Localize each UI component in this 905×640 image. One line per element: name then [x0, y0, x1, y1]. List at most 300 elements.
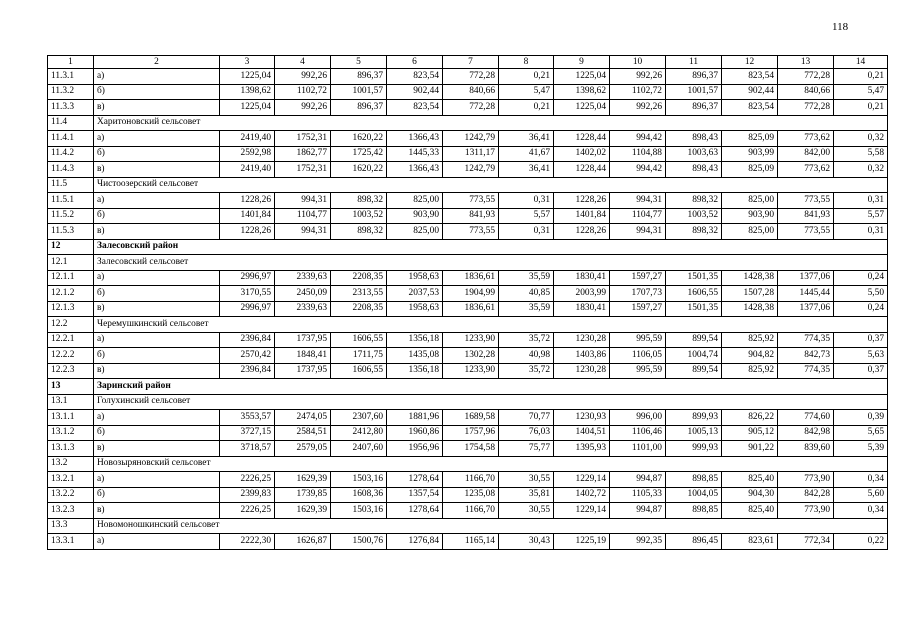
row-code: 12.2.2	[48, 348, 94, 364]
value-cell: 3727,15	[220, 425, 275, 441]
value-cell: 30,55	[499, 503, 554, 519]
value-cell: 1377,06	[778, 301, 834, 317]
row-code: 12.2.3	[48, 363, 94, 379]
table-row	[48, 301, 888, 317]
value-cell: 1102,72	[275, 84, 331, 100]
value-cell: 35,59	[499, 301, 554, 317]
value-cell: 76,03	[499, 425, 554, 441]
value-cell: 5,47	[834, 84, 888, 100]
table-body	[48, 56, 888, 550]
value-cell: 1235,08	[443, 487, 499, 503]
row-code: 12.2.1	[48, 332, 94, 348]
value-cell: 2419,40	[220, 131, 275, 147]
value-cell: 1737,95	[275, 332, 331, 348]
value-cell: 0,21	[499, 100, 554, 116]
value-cell: 1104,88	[610, 146, 666, 162]
value-cell: 826,22	[722, 410, 778, 426]
column-header: 13	[778, 56, 834, 69]
value-cell: 5,47	[499, 84, 554, 100]
value-cell: 773,90	[778, 472, 834, 488]
column-header: 1	[48, 56, 94, 69]
district-title: Залесовский район	[94, 239, 888, 255]
value-cell: 995,59	[610, 332, 666, 348]
value-cell: 1960,86	[387, 425, 443, 441]
value-cell: 3170,55	[220, 286, 275, 302]
value-cell: 1507,28	[722, 286, 778, 302]
value-cell: 1225,04	[220, 100, 275, 116]
value-cell: 1366,43	[387, 131, 443, 147]
value-cell: 898,32	[666, 224, 722, 240]
value-cell: 2339,63	[275, 301, 331, 317]
value-cell: 1230,28	[554, 363, 610, 379]
value-cell: 1104,77	[610, 208, 666, 224]
value-cell: 2307,60	[331, 410, 387, 426]
value-cell: 1278,64	[387, 472, 443, 488]
value-cell: 1398,62	[220, 84, 275, 100]
value-cell: 1629,39	[275, 472, 331, 488]
value-cell: 1105,33	[610, 487, 666, 503]
tariff-table	[47, 55, 888, 550]
value-cell: 1501,35	[666, 301, 722, 317]
row-code: 13	[48, 379, 94, 395]
row-code: 12.1.2	[48, 286, 94, 302]
table-row	[48, 487, 888, 503]
value-cell: 1428,38	[722, 301, 778, 317]
value-cell: 772,28	[778, 100, 834, 116]
value-cell: 1503,16	[331, 472, 387, 488]
value-cell: 1606,55	[666, 286, 722, 302]
row-variant: а)	[94, 410, 220, 426]
value-cell: 896,37	[331, 100, 387, 116]
value-cell: 1106,05	[610, 348, 666, 364]
value-cell: 1958,63	[387, 270, 443, 286]
value-cell: 992,35	[610, 534, 666, 550]
value-cell: 1225,04	[554, 100, 610, 116]
value-cell: 1001,57	[331, 84, 387, 100]
value-cell: 35,72	[499, 332, 554, 348]
value-cell: 1752,31	[275, 131, 331, 147]
table-row	[48, 425, 888, 441]
value-cell: 1233,90	[443, 332, 499, 348]
value-cell: 842,00	[778, 146, 834, 162]
value-cell: 1597,27	[610, 301, 666, 317]
value-cell: 5,50	[834, 286, 888, 302]
page-number: 118	[832, 21, 849, 33]
value-cell: 1904,99	[443, 286, 499, 302]
value-cell: 1233,90	[443, 363, 499, 379]
row-code: 12.2	[48, 317, 94, 333]
value-cell: 774,35	[778, 332, 834, 348]
value-cell: 2399,83	[220, 487, 275, 503]
value-cell: 2419,40	[220, 162, 275, 178]
value-cell: 70,77	[499, 410, 554, 426]
row-variant: б)	[94, 286, 220, 302]
value-cell: 1629,39	[275, 503, 331, 519]
council-title: Голухинский сельсовет	[94, 394, 888, 410]
row-code: 13.3	[48, 518, 94, 534]
value-cell: 75,77	[499, 441, 554, 457]
row-variant: а)	[94, 332, 220, 348]
value-cell: 825,09	[722, 162, 778, 178]
row-variant: а)	[94, 69, 220, 85]
value-cell: 825,09	[722, 131, 778, 147]
value-cell: 896,37	[331, 69, 387, 85]
value-cell: 772,34	[778, 534, 834, 550]
row-variant: а)	[94, 270, 220, 286]
value-cell: 2412,80	[331, 425, 387, 441]
value-cell: 825,00	[387, 224, 443, 240]
row-code: 13.1.3	[48, 441, 94, 457]
council-title: Харитоновский сельсовет	[94, 115, 888, 131]
value-cell: 1278,64	[387, 503, 443, 519]
value-cell: 0,39	[834, 410, 888, 426]
group-row	[48, 394, 888, 410]
value-cell: 898,43	[666, 162, 722, 178]
table-row	[48, 193, 888, 209]
value-cell: 1725,42	[331, 146, 387, 162]
value-cell: 1005,13	[666, 425, 722, 441]
value-cell: 1102,72	[610, 84, 666, 100]
value-cell: 1626,87	[275, 534, 331, 550]
value-cell: 994,42	[610, 162, 666, 178]
value-cell: 1302,28	[443, 348, 499, 364]
council-title: Новомоношкинский сельсовет	[94, 518, 888, 534]
value-cell: 992,26	[610, 69, 666, 85]
row-variant: в)	[94, 100, 220, 116]
value-cell: 36,41	[499, 162, 554, 178]
value-cell: 1228,26	[554, 224, 610, 240]
value-cell: 0,21	[834, 100, 888, 116]
group-row	[48, 456, 888, 472]
value-cell: 1862,77	[275, 146, 331, 162]
value-cell: 2584,51	[275, 425, 331, 441]
value-cell: 2226,25	[220, 472, 275, 488]
table-row	[48, 270, 888, 286]
row-code: 11.3.1	[48, 69, 94, 85]
value-cell: 842,98	[778, 425, 834, 441]
value-cell: 1242,79	[443, 162, 499, 178]
value-cell: 0,31	[834, 193, 888, 209]
value-cell: 2996,97	[220, 270, 275, 286]
value-cell: 2222,30	[220, 534, 275, 550]
value-cell: 0,24	[834, 270, 888, 286]
column-header: 9	[554, 56, 610, 69]
column-header: 5	[331, 56, 387, 69]
table-row	[48, 441, 888, 457]
value-cell: 0,31	[834, 224, 888, 240]
value-cell: 1830,41	[554, 301, 610, 317]
value-cell: 0,31	[499, 193, 554, 209]
value-cell: 1165,14	[443, 534, 499, 550]
value-cell: 5,63	[834, 348, 888, 364]
group-row	[48, 115, 888, 131]
value-cell: 1228,44	[554, 162, 610, 178]
value-cell: 5,57	[499, 208, 554, 224]
council-title: Черемушкинский сельсовет	[94, 317, 888, 333]
value-cell: 842,28	[778, 487, 834, 503]
value-cell: 1377,06	[778, 270, 834, 286]
group-row	[48, 255, 888, 271]
row-code: 11.4.3	[48, 162, 94, 178]
table-row	[48, 162, 888, 178]
value-cell: 5,58	[834, 146, 888, 162]
value-cell: 774,60	[778, 410, 834, 426]
value-cell: 2037,53	[387, 286, 443, 302]
value-cell: 994,31	[610, 224, 666, 240]
value-cell: 1401,84	[554, 208, 610, 224]
value-cell: 1311,17	[443, 146, 499, 162]
column-header: 12	[722, 56, 778, 69]
value-cell: 825,92	[722, 332, 778, 348]
value-cell: 1276,84	[387, 534, 443, 550]
value-cell: 992,26	[610, 100, 666, 116]
value-cell: 1620,22	[331, 131, 387, 147]
value-cell: 994,31	[610, 193, 666, 209]
value-cell: 896,37	[666, 100, 722, 116]
row-variant: в)	[94, 441, 220, 457]
value-cell: 772,28	[443, 100, 499, 116]
value-cell: 0,37	[834, 363, 888, 379]
value-cell: 995,59	[610, 363, 666, 379]
row-code: 11.5.2	[48, 208, 94, 224]
value-cell: 1711,75	[331, 348, 387, 364]
row-variant: в)	[94, 162, 220, 178]
value-cell: 41,67	[499, 146, 554, 162]
value-cell: 772,28	[778, 69, 834, 85]
value-cell: 1229,14	[554, 503, 610, 519]
value-cell: 30,55	[499, 472, 554, 488]
table-row	[48, 208, 888, 224]
table-row	[48, 69, 888, 85]
value-cell: 994,87	[610, 503, 666, 519]
row-code: 13.2	[48, 456, 94, 472]
row-variant: а)	[94, 472, 220, 488]
value-cell: 994,31	[275, 193, 331, 209]
value-cell: 1228,26	[554, 193, 610, 209]
row-variant: б)	[94, 487, 220, 503]
value-cell: 35,59	[499, 270, 554, 286]
value-cell: 904,82	[722, 348, 778, 364]
value-cell: 999,93	[666, 441, 722, 457]
value-cell: 773,55	[778, 193, 834, 209]
value-cell: 996,00	[610, 410, 666, 426]
value-cell: 994,31	[275, 224, 331, 240]
council-title: Чистоозерский сельсовет	[94, 177, 888, 193]
value-cell: 1836,61	[443, 301, 499, 317]
value-cell: 1228,44	[554, 131, 610, 147]
table-row	[48, 146, 888, 162]
value-cell: 36,41	[499, 131, 554, 147]
table-row	[48, 131, 888, 147]
value-cell: 825,40	[722, 472, 778, 488]
value-cell: 1366,43	[387, 162, 443, 178]
value-cell: 1225,19	[554, 534, 610, 550]
value-cell: 5,60	[834, 487, 888, 503]
value-cell: 1401,84	[220, 208, 275, 224]
value-cell: 898,32	[666, 193, 722, 209]
column-header: 3	[220, 56, 275, 69]
section-row	[48, 239, 888, 255]
row-code: 11.5	[48, 177, 94, 193]
table-row	[48, 410, 888, 426]
value-cell: 825,00	[387, 193, 443, 209]
value-cell: 1356,18	[387, 363, 443, 379]
value-cell: 1229,14	[554, 472, 610, 488]
value-cell: 903,90	[722, 208, 778, 224]
value-cell: 839,60	[778, 441, 834, 457]
value-cell: 899,54	[666, 332, 722, 348]
value-cell: 901,22	[722, 441, 778, 457]
column-header: 11	[666, 56, 722, 69]
value-cell: 40,85	[499, 286, 554, 302]
value-cell: 773,55	[443, 224, 499, 240]
row-variant: б)	[94, 84, 220, 100]
value-cell: 1403,86	[554, 348, 610, 364]
value-cell: 1428,38	[722, 270, 778, 286]
table-row	[48, 224, 888, 240]
table-row	[48, 286, 888, 302]
value-cell: 2579,05	[275, 441, 331, 457]
value-cell: 5,65	[834, 425, 888, 441]
row-code: 13.1.2	[48, 425, 94, 441]
row-code: 13.3.1	[48, 534, 94, 550]
table-row	[48, 84, 888, 100]
value-cell: 899,93	[666, 410, 722, 426]
value-cell: 1836,61	[443, 270, 499, 286]
district-title: Заринский район	[94, 379, 888, 395]
value-cell: 904,30	[722, 487, 778, 503]
value-cell: 899,54	[666, 363, 722, 379]
value-cell: 1606,55	[331, 363, 387, 379]
value-cell: 1003,52	[331, 208, 387, 224]
value-cell: 1606,55	[331, 332, 387, 348]
row-code: 11.3.2	[48, 84, 94, 100]
column-header: 8	[499, 56, 554, 69]
value-cell: 1445,33	[387, 146, 443, 162]
value-cell: 1707,73	[610, 286, 666, 302]
value-cell: 2208,35	[331, 270, 387, 286]
row-code: 11.5.1	[48, 193, 94, 209]
value-cell: 1230,28	[554, 332, 610, 348]
value-cell: 823,61	[722, 534, 778, 550]
value-cell: 1402,02	[554, 146, 610, 162]
row-variant: а)	[94, 534, 220, 550]
value-cell: 823,54	[387, 100, 443, 116]
row-variant: б)	[94, 348, 220, 364]
value-cell: 2226,25	[220, 503, 275, 519]
value-cell: 840,66	[778, 84, 834, 100]
row-variant: б)	[94, 425, 220, 441]
row-code: 11.4.2	[48, 146, 94, 162]
row-code: 12.1.3	[48, 301, 94, 317]
value-cell: 5,57	[834, 208, 888, 224]
value-cell: 1689,58	[443, 410, 499, 426]
value-cell: 2339,63	[275, 270, 331, 286]
value-cell: 1004,74	[666, 348, 722, 364]
value-cell: 1501,35	[666, 270, 722, 286]
row-variant: в)	[94, 301, 220, 317]
value-cell: 1230,93	[554, 410, 610, 426]
value-cell: 3553,57	[220, 410, 275, 426]
value-cell: 1106,46	[610, 425, 666, 441]
table-row	[48, 534, 888, 550]
row-code: 13.2.2	[48, 487, 94, 503]
value-cell: 823,54	[387, 69, 443, 85]
row-variant: в)	[94, 503, 220, 519]
value-cell: 841,93	[778, 208, 834, 224]
value-cell: 1620,22	[331, 162, 387, 178]
value-cell: 1757,96	[443, 425, 499, 441]
column-header: 4	[275, 56, 331, 69]
row-code: 13.2.3	[48, 503, 94, 519]
value-cell: 1003,63	[666, 146, 722, 162]
value-cell: 902,44	[722, 84, 778, 100]
value-cell: 1001,57	[666, 84, 722, 100]
value-cell: 1958,63	[387, 301, 443, 317]
value-cell: 994,87	[610, 472, 666, 488]
table-row	[48, 472, 888, 488]
section-row	[48, 379, 888, 395]
value-cell: 842,73	[778, 348, 834, 364]
row-code: 12	[48, 239, 94, 255]
value-cell: 2592,98	[220, 146, 275, 162]
value-cell: 898,32	[331, 193, 387, 209]
value-cell: 0,31	[499, 224, 554, 240]
value-cell: 823,54	[722, 100, 778, 116]
value-cell: 898,32	[331, 224, 387, 240]
value-cell: 35,72	[499, 363, 554, 379]
value-cell: 1737,95	[275, 363, 331, 379]
row-code: 11.5.3	[48, 224, 94, 240]
value-cell: 1356,18	[387, 332, 443, 348]
column-header: 7	[443, 56, 499, 69]
value-cell: 0,21	[834, 69, 888, 85]
value-cell: 772,28	[443, 69, 499, 85]
value-cell: 1500,76	[331, 534, 387, 550]
value-cell: 1225,04	[220, 69, 275, 85]
row-code: 13.1.1	[48, 410, 94, 426]
value-cell: 773,55	[443, 193, 499, 209]
value-cell: 773,62	[778, 131, 834, 147]
header-row	[48, 56, 888, 69]
value-cell: 1004,05	[666, 487, 722, 503]
group-row	[48, 317, 888, 333]
value-cell: 1228,26	[220, 193, 275, 209]
value-cell: 1166,70	[443, 472, 499, 488]
row-variant: б)	[94, 208, 220, 224]
value-cell: 773,55	[778, 224, 834, 240]
value-cell: 1881,96	[387, 410, 443, 426]
value-cell: 1435,08	[387, 348, 443, 364]
value-cell: 30,43	[499, 534, 554, 550]
value-cell: 5,39	[834, 441, 888, 457]
row-variant: а)	[94, 131, 220, 147]
row-code: 11.4.1	[48, 131, 94, 147]
value-cell: 0,34	[834, 503, 888, 519]
row-variant: в)	[94, 224, 220, 240]
value-cell: 902,44	[387, 84, 443, 100]
value-cell: 1166,70	[443, 503, 499, 519]
value-cell: 0,22	[834, 534, 888, 550]
value-cell: 825,00	[722, 224, 778, 240]
value-cell: 1597,27	[610, 270, 666, 286]
value-cell: 1752,31	[275, 162, 331, 178]
table-row	[48, 348, 888, 364]
value-cell: 1739,85	[275, 487, 331, 503]
value-cell: 1242,79	[443, 131, 499, 147]
value-cell: 896,45	[666, 534, 722, 550]
value-cell: 1101,00	[610, 441, 666, 457]
